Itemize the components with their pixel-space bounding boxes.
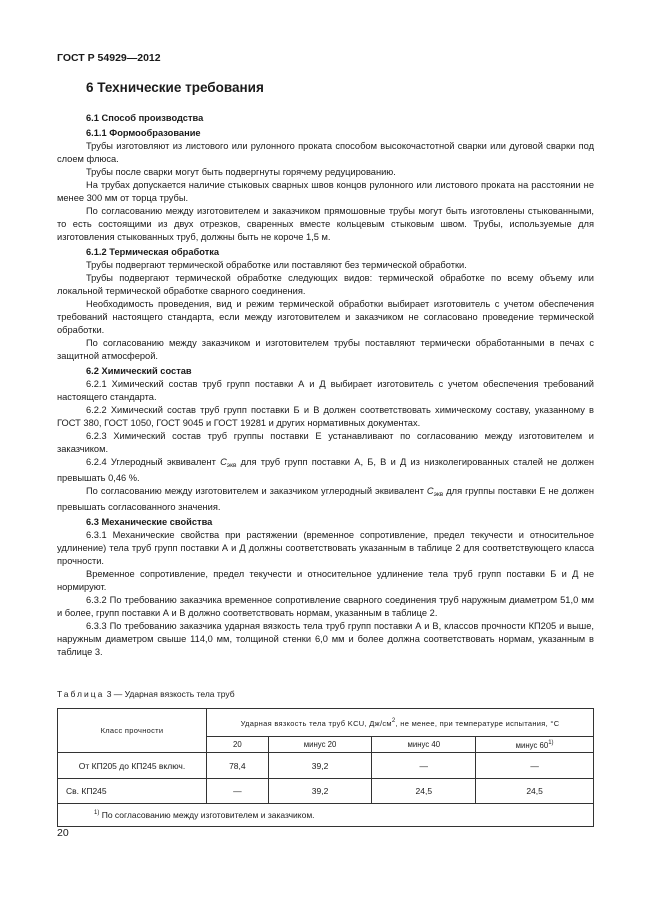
document-body [57,110,594,659]
column-header-class: Класс прочности [58,709,207,753]
carbon-equivalent-symbol: С [220,457,227,467]
paragraph: 6.3.1 Механические свойства при растяжении (временное сопротивление, предел текучести и относительное удлинение) тела труб групп поставки А и Д должны соответствовать указанным в таблице 2 для соответствующего класса прочности. [57,530,594,566]
document-header: ГОСТ Р 54929—2012 [57,52,161,64]
caption-text: 3 — Ударная вязкость тела труб [104,689,235,699]
cell-value: 78,4 [207,753,269,779]
paragraph: Трубы подвергают термической обработке следующих видов: термической обработке по всему объему или локальной термической обработке сварного соединения. [57,273,594,296]
cell-value: 39,2 [268,779,372,804]
caption-label: Таблица [57,689,105,699]
table-row [58,753,594,779]
table-row [58,779,594,804]
cell-value: 39,2 [268,753,372,779]
text-run: 6.2.4 Углеродный эквивалент [86,457,221,467]
text-run: для группы поставки Е не должен превышать согласованного значения. [57,486,594,512]
paragraph: 6.3.3 По требованию заказчика ударная вязкость тела труб групп поставки А и В, классов прочности КП205 и выше, наружным диаметром свыше 114,0 мм, толщиной стенки 6,0 мм и более должна соответствовать нормам, указанным в таблице 3. [57,621,594,657]
column-header-temp [476,737,594,753]
text-run: По согласованию между изготовителем и заказчиком углеродный эквивалент [86,486,427,496]
paragraph: Трубы изготовляют из листового или рулонного проката способом высокочастотной сварки или дуговой сварки под слоем флюса. [57,141,594,164]
section-title: 6 Технические требования [86,80,264,95]
footnote-marker: 1) [94,810,100,816]
table-header-row [58,709,594,737]
subsection-title: 6.3 Механические свойства [86,517,213,527]
subscript: экв [433,491,444,498]
subsection-title: 6.2 Химический состав [86,366,192,376]
superscript: 2 [391,717,396,724]
cell-value: — [207,779,269,804]
impact-strength-table [57,708,594,827]
text-run: минус 60 [515,740,549,750]
subsection-title: 6.1 Способ производства [86,113,204,123]
paragraph: 6.3.2 По требованию заказчика временное сопротивление сварного соединения труб наружным диаметром 51,0 мм и более, групп поставки А и В должно соответствовать нормам, указанным в таблице 2. [57,595,594,618]
clause-title: 6.1.1 Формообразование [86,128,201,138]
footnote-marker: 1) [548,739,554,746]
cell-value: 24,5 [372,779,476,804]
cell-value: 24,5 [476,779,594,804]
column-header-temp: минус 20 [268,737,372,753]
column-header-temp: 20 [207,737,269,753]
paragraph: На трубах допускается наличие стыковых сварных швов концов рулонного или листового проката на расстоянии не менее 300 мм от торца трубы. [57,180,594,203]
cell-value: — [476,753,594,779]
paragraph: Трубы подвергают термической обработке или поставляют без термической обработки. [86,260,467,270]
paragraph: Трубы после сварки могут быть подвергнуты горячему редуцированию. [86,167,396,177]
paragraph: По согласованию между заказчиком и изготовителем трубы поставляют термически обработанными в печах с защитной атмосферой. [57,338,594,361]
table-footnote-row [58,804,594,827]
table-footnote [58,804,594,827]
clause-title: 6.1.2 Термическая обработка [86,247,220,257]
text-run: для труб групп поставки А, Б, В и Д из низколегированных сталей не должен превышать 0,46 %. [57,457,595,483]
cell-value: — [372,753,476,779]
paragraph: По согласованию между изготовителем и заказчиком прямошовные трубы могут быть изготовлены стыкованными, то есть состоящими из двух отрезков, сваренных вместе кольцевым стыковым швом. Трубы, используемые для изготовления стыкованных труб, должны быть не короче 1,5 м. [57,206,594,242]
text-run: Ударная вязкость тела труб KCU, Дж/см [240,718,392,728]
page-number: 20 [57,827,69,839]
paragraph: Временное сопротивление, предел текучести и относительное удлинение тела труб групп поставки Б и Д не нормируют. [57,569,594,592]
carbon-equivalent-symbol: С [426,486,434,496]
paragraph [57,456,594,485]
paragraph: 6.2.1 Химический состав труб групп поставки А и Д выбирает изготовитель с учетом обеспечения требований настоящего стандарта. [57,379,594,402]
paragraph: 6.2.2 Химический состав труб групп поставки Б и В должен соответствовать химическому составу, указанному в ГОСТ 380, ГОСТ 1050, ГОСТ 9045 и ГОСТ 19281 и других нормативных документах. [57,405,594,428]
column-header-temp: минус 40 [372,737,476,753]
paragraph: 6.2.3 Химический состав труб группы поставки Е устанавливают по согласованию между изготовителем и заказчиком. [57,431,594,454]
paragraph: Необходимость проведения, вид и режим термической обработки выбирает изготовитель с учетом обеспечения требований настоящего стандарта, если между изготовителем и заказчиком не согласовано проведение термической обработки. [57,299,594,335]
subscript: экв [226,462,237,469]
text-run: , не менее, при температуре испытания, °С [395,718,560,728]
cell-class: Св. КП245 [58,779,207,804]
paragraph [57,485,594,514]
footnote-text: По согласованию между изготовителем и заказчиком. [99,810,315,820]
column-group-header [207,709,594,737]
table-caption [57,689,235,699]
cell-class: От КП205 до КП245 включ. [58,753,207,779]
